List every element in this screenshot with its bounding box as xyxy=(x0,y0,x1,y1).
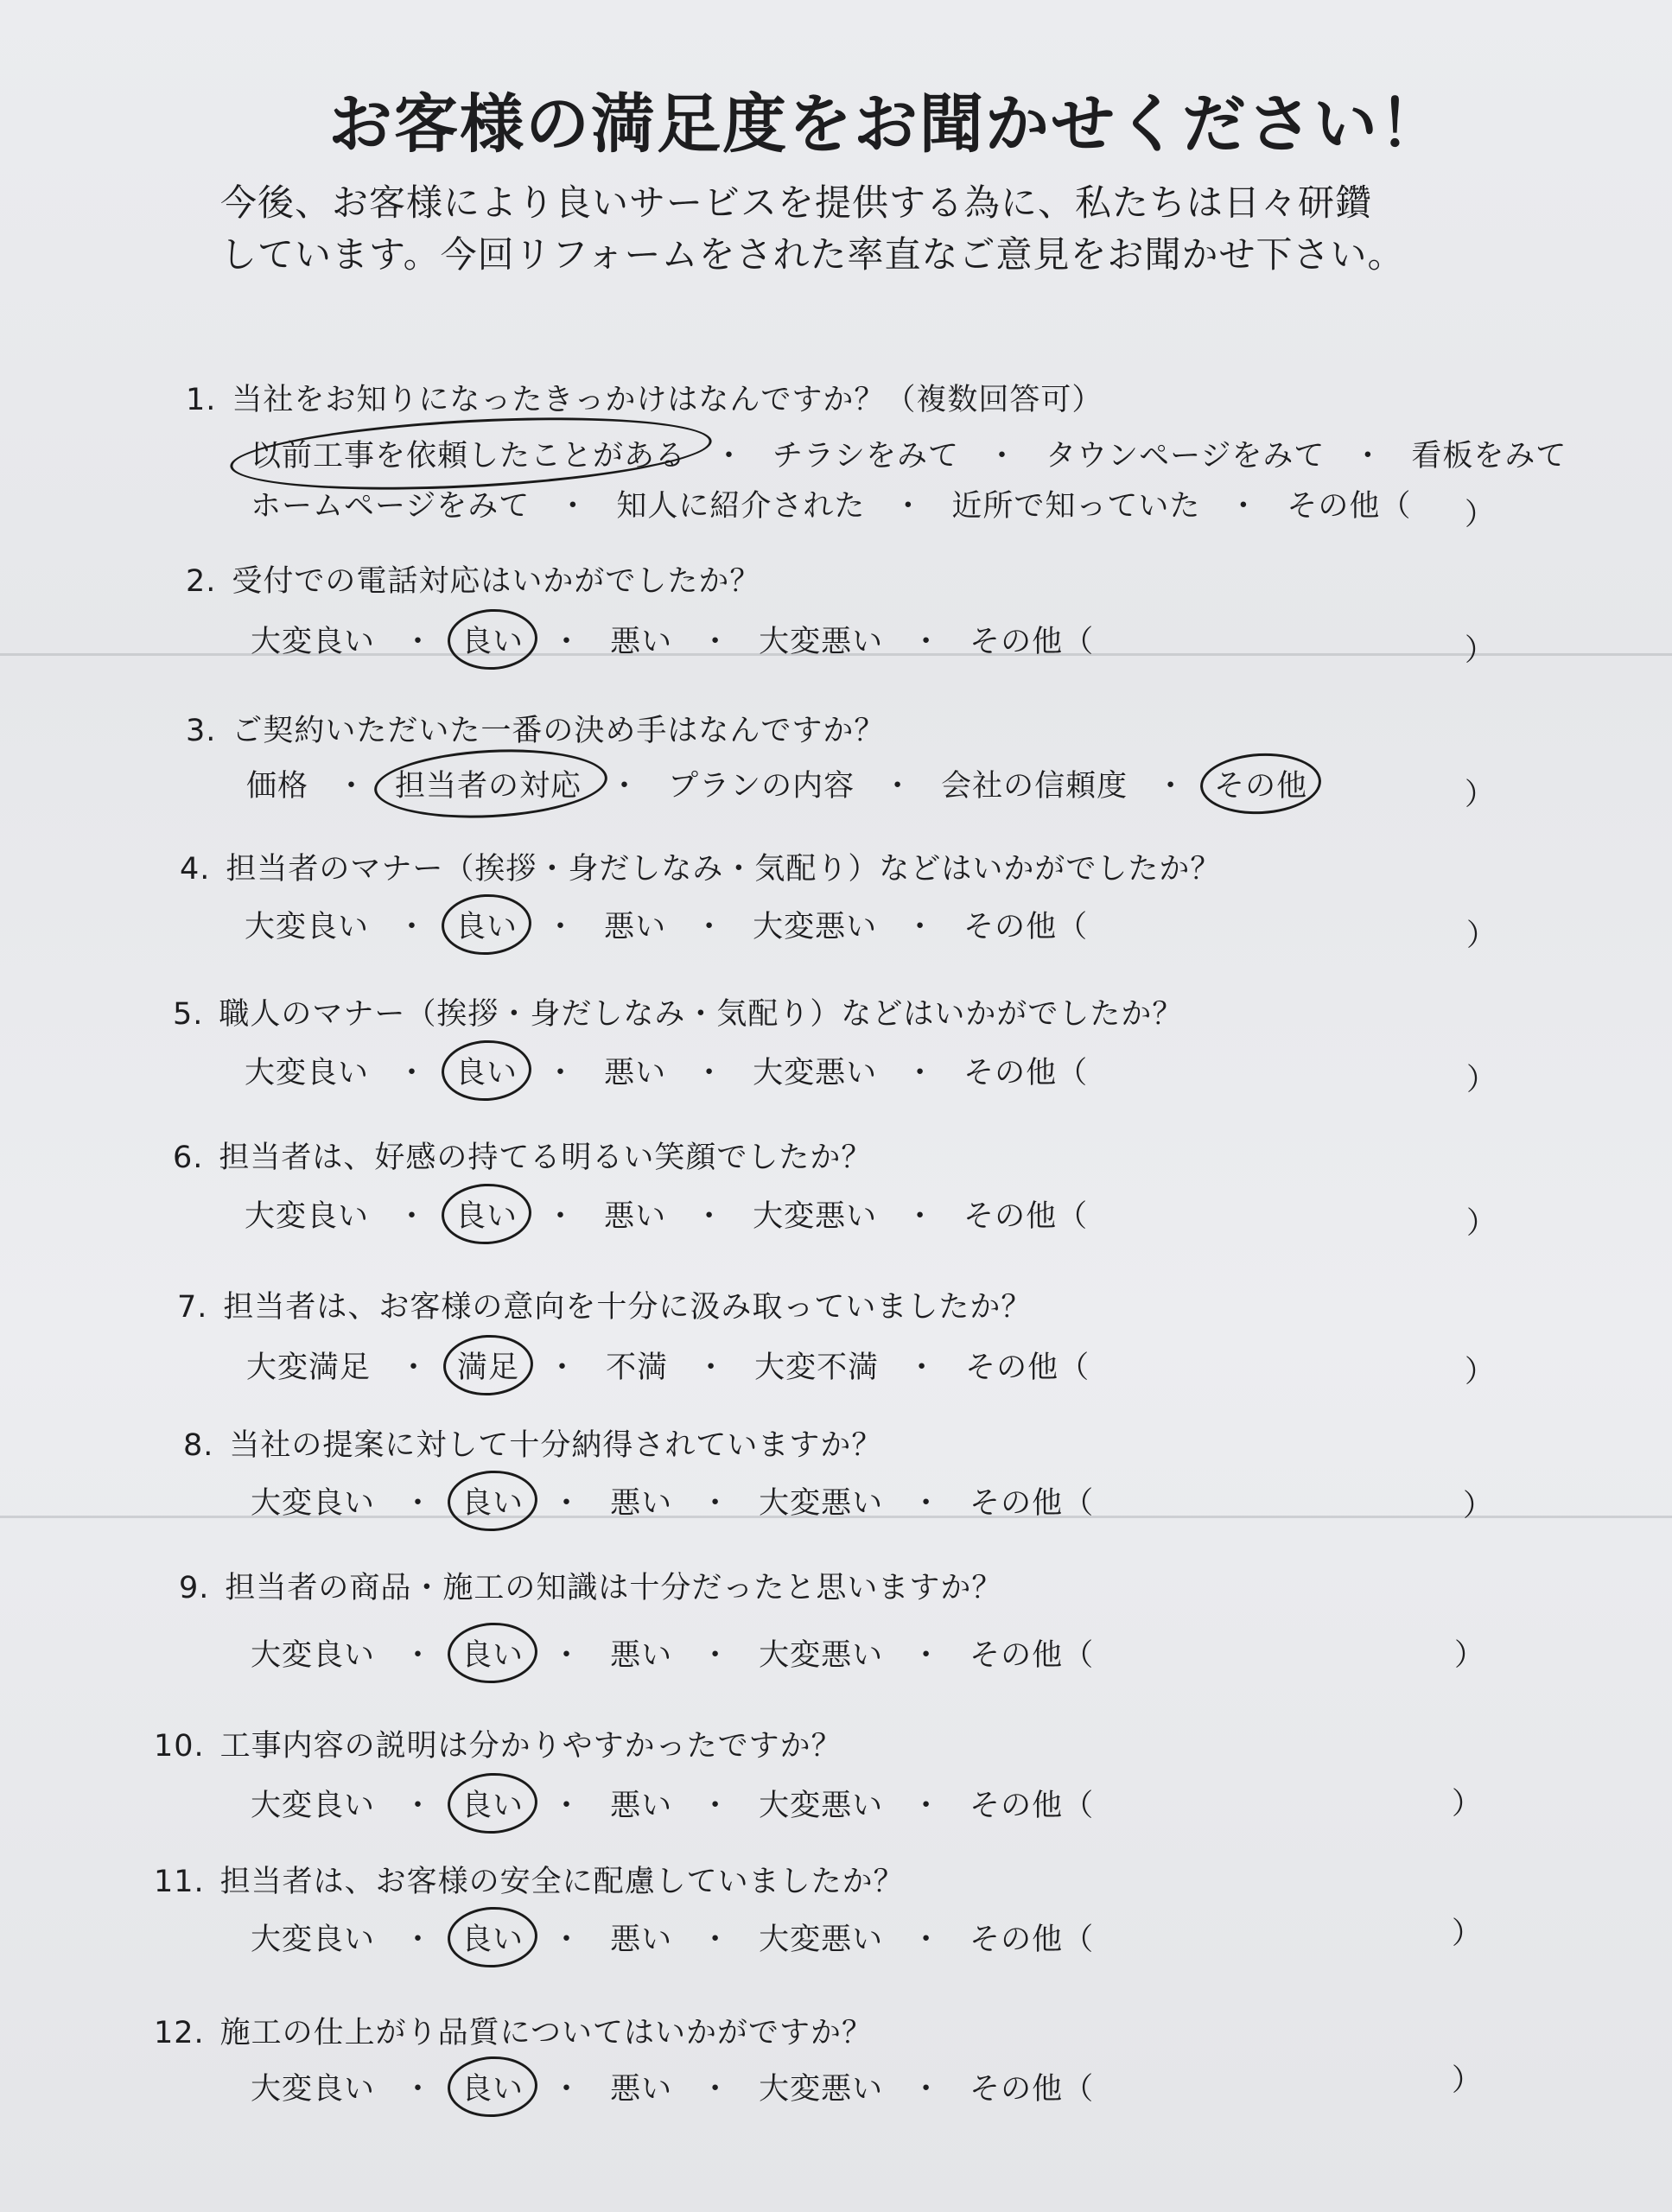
intro-text xyxy=(220,177,1516,281)
separator: ・ xyxy=(1228,489,1260,524)
option-good[interactable]: 良い xyxy=(461,1916,524,1959)
separator: ・ xyxy=(557,489,589,524)
close-paren: ） xyxy=(1454,1638,1485,1673)
option-good[interactable]: 良い xyxy=(461,618,524,661)
question-label: 担当者のマナー（挨拶・身だしなみ・気配り）などはいかがでしたか？ xyxy=(226,852,1222,887)
separator: ・ xyxy=(609,769,641,804)
separator: ・ xyxy=(547,1351,579,1385)
option-other[interactable]: その他（ xyxy=(965,1351,1090,1385)
separator: ・ xyxy=(700,1638,732,1673)
separator: ・ xyxy=(700,1486,732,1521)
option-very-good[interactable]: 大変良い xyxy=(245,910,370,944)
separator: ・ xyxy=(403,1486,435,1521)
separator: ・ xyxy=(545,1199,577,1234)
separator: ・ xyxy=(905,910,937,944)
close-paren: ） xyxy=(1466,1206,1497,1241)
option-other[interactable]: その他（ xyxy=(963,1199,1089,1234)
option-bad[interactable]: 悪い xyxy=(604,1056,667,1090)
question-number: 2. xyxy=(186,564,217,599)
question-text xyxy=(186,707,885,750)
option-other[interactable]: その他（ xyxy=(970,1486,1095,1521)
close-paren: ） xyxy=(1465,498,1496,532)
separator: ・ xyxy=(714,439,746,474)
separator: ・ xyxy=(397,1056,429,1090)
separator: ・ xyxy=(700,1789,732,1823)
option-very-bad[interactable]: 大変悪い xyxy=(759,1923,884,1957)
option-very-bad[interactable]: 大変悪い xyxy=(753,1199,878,1234)
question-label: 当社の提案に対して十分納得されていますか？ xyxy=(229,1428,883,1463)
close-paren: ） xyxy=(1452,2063,1483,2098)
question-number: 10. xyxy=(154,1729,205,1764)
option-bad[interactable]: 悪い xyxy=(610,1923,673,1957)
options-row xyxy=(251,618,1094,661)
option-other[interactable]: その他（ xyxy=(970,1789,1095,1823)
option-bad[interactable]: 悪い xyxy=(610,1789,673,1823)
separator: ・ xyxy=(551,1789,583,1823)
option-very-bad[interactable]: 大変悪い xyxy=(759,1486,884,1521)
separator: ・ xyxy=(905,1056,937,1090)
option-very-bad[interactable]: 大変悪い xyxy=(753,910,878,944)
option-good[interactable]: 良い xyxy=(455,903,518,946)
question-text xyxy=(154,2009,873,2052)
option-bad[interactable]: 悪い xyxy=(604,1199,667,1234)
page-title: お客様の満足度をお聞かせください！ xyxy=(328,87,1445,162)
option-good[interactable]: 良い xyxy=(461,1782,524,1825)
options-row xyxy=(251,2065,1094,2108)
option-other[interactable]: その他（ xyxy=(1287,489,1412,524)
intro-line-1: 今後、お客様により良いサービスを提供する為に、私たちは日々研鑽 xyxy=(220,181,1373,224)
options-row xyxy=(246,762,1307,805)
separator: ・ xyxy=(700,2072,732,2107)
question-number: 6. xyxy=(173,1141,204,1175)
option-bad[interactable]: 悪い xyxy=(610,1638,673,1673)
question-label: 担当者の商品・施工の知識は十分だったと思いますか？ xyxy=(225,1571,1003,1605)
option-referral[interactable]: 知人に紹介された xyxy=(616,489,866,524)
separator: ・ xyxy=(987,439,1019,474)
separator: ・ xyxy=(696,1351,728,1385)
option-plan-content[interactable]: プランの内容 xyxy=(668,769,855,804)
separator: ・ xyxy=(911,1923,943,1957)
option-other[interactable]: その他（ xyxy=(970,1923,1095,1957)
separator: ・ xyxy=(911,625,943,659)
separator: ・ xyxy=(545,910,577,944)
options-row-2 xyxy=(251,482,1411,525)
separator: ・ xyxy=(551,2072,583,2107)
options-row xyxy=(251,1782,1094,1825)
option-other[interactable]: その他（ xyxy=(970,2072,1095,2107)
close-paren: ） xyxy=(1452,1787,1483,1821)
option-very-good[interactable]: 大変良い xyxy=(251,625,376,659)
option-other[interactable]: その他 xyxy=(1214,762,1307,805)
option-very-good[interactable]: 大変良い xyxy=(251,2072,376,2107)
separator: ・ xyxy=(694,1199,726,1234)
close-paren: ） xyxy=(1463,1489,1494,1523)
option-staff-response[interactable]: 担当者の対応 xyxy=(395,762,582,805)
question-label: 工事内容の説明は分かりやすかったですか？ xyxy=(219,1729,842,1764)
question-number: 12. xyxy=(154,2016,205,2050)
option-good[interactable]: 良い xyxy=(461,1479,524,1522)
question-text xyxy=(154,1858,905,1901)
question-text xyxy=(180,845,1221,888)
separator: ・ xyxy=(906,1351,938,1385)
option-very-good[interactable]: 大変良い xyxy=(251,1923,376,1957)
question-number: 4. xyxy=(180,852,211,887)
separator: ・ xyxy=(694,910,726,944)
question-number: 5. xyxy=(173,997,204,1032)
question-number: 9. xyxy=(179,1571,210,1605)
question-label: 施工の仕上がり品質についてはいかがですか？ xyxy=(219,2016,873,2050)
separator: ・ xyxy=(1352,439,1384,474)
option-other[interactable]: その他（ xyxy=(970,1638,1095,1673)
question-label: 担当者は、お客様の意向を十分に汲み取っていましたか？ xyxy=(223,1290,1033,1325)
question-text xyxy=(173,990,1183,1033)
option-homepage[interactable]: ホームページをみて xyxy=(251,489,531,524)
question-text xyxy=(183,1421,882,1465)
option-flyer[interactable]: チラシをみて xyxy=(772,439,960,474)
separator: ・ xyxy=(551,625,583,659)
options-row xyxy=(251,1916,1094,1959)
options-row xyxy=(245,1192,1088,1236)
option-dissatisfied[interactable]: 不満 xyxy=(606,1351,669,1385)
question-number: 11. xyxy=(154,1865,205,1899)
option-very-good[interactable]: 大変良い xyxy=(251,1789,376,1823)
option-very-bad[interactable]: 大変悪い xyxy=(753,1056,878,1090)
separator: ・ xyxy=(403,1638,435,1673)
option-company-trust[interactable]: 会社の信頼度 xyxy=(941,769,1128,804)
separator: ・ xyxy=(893,489,925,524)
separator: ・ xyxy=(545,1056,577,1090)
option-very-good[interactable]: 大変良い xyxy=(251,1638,376,1673)
separator: ・ xyxy=(397,910,429,944)
separator: ・ xyxy=(397,1199,429,1234)
separator: ・ xyxy=(911,2072,943,2107)
options-row xyxy=(251,1631,1094,1675)
separator: ・ xyxy=(1155,769,1187,804)
separator: ・ xyxy=(700,625,732,659)
separator: ・ xyxy=(905,1199,937,1234)
separator: ・ xyxy=(403,1789,435,1823)
option-very-dissatisfied[interactable]: 大変不満 xyxy=(754,1351,880,1385)
separator: ・ xyxy=(551,1486,583,1521)
question-label: 職人のマナー（挨拶・身だしなみ・気配り）などはいかがでしたか？ xyxy=(219,997,1184,1032)
separator: ・ xyxy=(694,1056,726,1090)
separator: ・ xyxy=(700,1923,732,1957)
separator: ・ xyxy=(911,1789,943,1823)
option-very-bad[interactable]: 大変悪い xyxy=(759,625,884,659)
option-bad[interactable]: 悪い xyxy=(610,1486,673,1521)
separator: ・ xyxy=(403,625,435,659)
question-text xyxy=(177,1283,1032,1326)
option-good[interactable]: 良い xyxy=(455,1049,518,1092)
options-row xyxy=(251,1479,1094,1522)
option-very-satisfied[interactable]: 大変満足 xyxy=(246,1351,372,1385)
option-bad[interactable]: 悪い xyxy=(604,910,667,944)
option-neighborhood[interactable]: 近所で知っていた xyxy=(951,489,1201,524)
question-label: 担当者は、好感の持てる明るい笑顔でしたか？ xyxy=(219,1141,873,1175)
separator: ・ xyxy=(403,2072,435,2107)
question-number: 3. xyxy=(186,714,217,748)
question-label: 担当者は、お客様の安全に配慮していましたか？ xyxy=(219,1865,905,1899)
question-number: 8. xyxy=(183,1428,214,1463)
question-text xyxy=(173,1134,872,1177)
close-paren: ） xyxy=(1465,778,1496,812)
option-good[interactable]: 良い xyxy=(461,1631,524,1675)
question-text xyxy=(186,557,760,601)
option-very-bad[interactable]: 大変悪い xyxy=(759,2072,884,2107)
question-text xyxy=(154,1722,842,1765)
intro-line-2: しています。今回リフォームをされた率直なご意見をお聞かせ下さい。 xyxy=(220,233,1405,276)
close-paren: ） xyxy=(1465,1355,1496,1389)
separator: ・ xyxy=(882,769,914,804)
separator: ・ xyxy=(403,1923,435,1957)
question-number: 1. xyxy=(186,383,217,417)
options-row xyxy=(245,903,1088,946)
options-row-1 xyxy=(251,432,1567,475)
question-number: 7. xyxy=(177,1290,208,1325)
option-good[interactable]: 良い xyxy=(455,1192,518,1236)
separator: ・ xyxy=(551,1638,583,1673)
option-other[interactable]: その他（ xyxy=(963,910,1089,944)
option-other[interactable]: その他（ xyxy=(970,625,1095,659)
separator: ・ xyxy=(911,1486,943,1521)
close-paren: ） xyxy=(1466,1063,1497,1097)
option-bad[interactable]: 悪い xyxy=(610,2072,673,2107)
option-signboard[interactable]: 看板をみて xyxy=(1411,439,1567,474)
question-label: ご契約いただいた一番の決め手はなんですか？ xyxy=(232,714,886,748)
question-text xyxy=(179,1564,1002,1607)
option-very-bad[interactable]: 大変悪い xyxy=(759,1789,884,1823)
question-text xyxy=(186,376,1103,419)
option-price[interactable]: 価格 xyxy=(246,769,309,804)
close-paren: ） xyxy=(1452,1916,1483,1951)
separator: ・ xyxy=(911,1638,943,1673)
question-label: 受付での電話対応はいかがでしたか？ xyxy=(232,564,761,599)
option-very-good[interactable]: 大変良い xyxy=(245,1199,370,1234)
option-satisfied[interactable]: 満足 xyxy=(457,1344,519,1387)
separator: ・ xyxy=(336,769,368,804)
options-row xyxy=(246,1344,1090,1387)
separator: ・ xyxy=(398,1351,430,1385)
option-very-bad[interactable]: 大変悪い xyxy=(759,1638,884,1673)
close-paren: ） xyxy=(1466,918,1497,953)
option-town-page[interactable]: タウンページをみて xyxy=(1046,439,1326,474)
option-very-good[interactable]: 大変良い xyxy=(251,1486,376,1521)
question-label: 当社をお知りになったきっかけはなんですか？（複数回答可） xyxy=(232,383,1103,417)
option-previous-work[interactable]: 以前工事を依頼したことがある xyxy=(251,432,686,475)
close-paren: ） xyxy=(1465,633,1496,668)
option-bad[interactable]: 悪い xyxy=(610,625,673,659)
options-row xyxy=(245,1049,1088,1092)
option-very-good[interactable]: 大変良い xyxy=(245,1056,370,1090)
separator: ・ xyxy=(551,1923,583,1957)
option-other[interactable]: その他（ xyxy=(963,1056,1089,1090)
option-good[interactable]: 良い xyxy=(461,2065,524,2108)
